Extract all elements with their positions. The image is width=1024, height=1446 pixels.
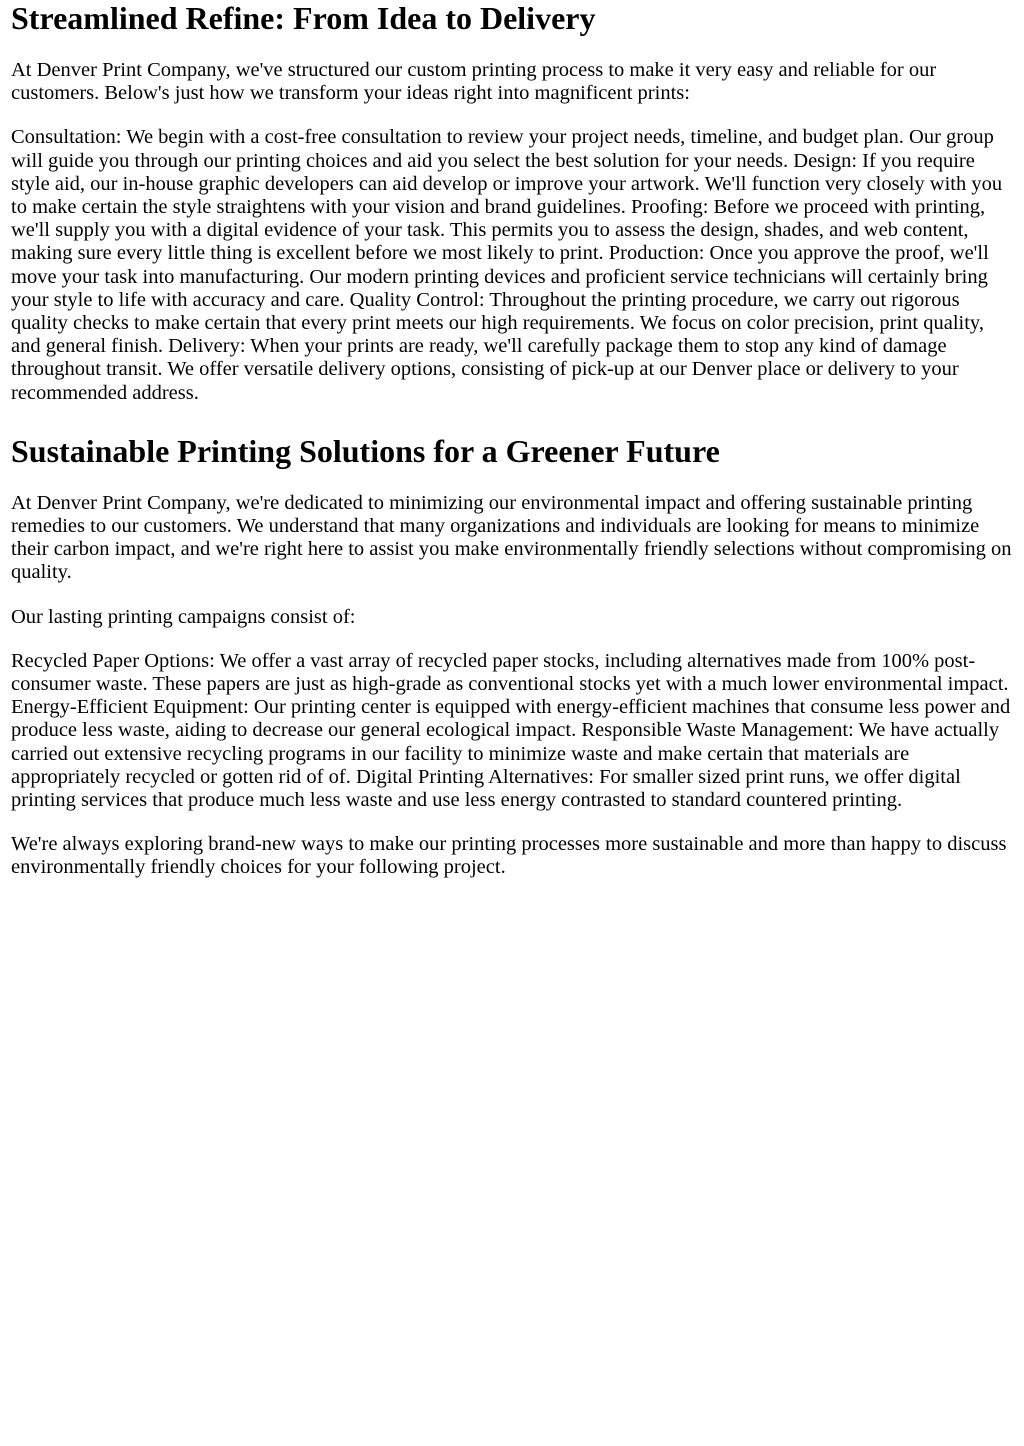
article (11, 0, 1014, 880)
sustainability-intro-paragraph: At Denver Print Company, we're dedicated to minimizing our environmental impact and offering sustainable printing remedies to our customers. We understand that many organizations and individuals are looking for means to minimize their carbon impact, and we're right here to assist you make environmentally friendly selections without compromising on quality. (11, 491, 1012, 584)
campaigns-list-paragraph: Recycled Paper Options: We offer a vast array of recycled paper stocks, including alternatives made from 100% post-consumer waste. These papers are just as high-grade as conventional stocks yet with a much lower environmental impact. Energy-Efficient Equipment: Our printing center is equipped with energy-efficient machines that consume less power and produce less waste, aiding to decrease our general ecological impact. Responsible Waste Management: We have actually carried out extensive recycling programs in our facility to minimize waste and make certain that materials are appropriately recycled or gotten rid of of. Digital Printing Alternatives: For smaller sized print runs, we offer digital printing services that produce much less waste and use less energy contrasted to standard countered printing. (11, 649, 1011, 812)
closing-paragraph: We're always exploring brand-new ways to make our printing processes more sustainable and more than happy to discuss environmentally friendly choices for your following project. (11, 833, 1007, 879)
process-intro-paragraph: At Denver Print Company, we've structured our custom printing process to make it very easy and reliable for our customers. Below's just how we transform your ideas right into magnificent prints: (11, 59, 937, 105)
process-steps-paragraph: Consultation: We begin with a cost-free consultation to review your project needs, timeline, and budget plan. Our group will guide you through our printing choices and aid you select the best solution for your needs. Design: If you require style aid, our in-house graphic developers can aid develop or improve your artwork. We'll function very closely with you to make certain the style straightens with your vision and brand guidelines. Proofing: Before we proceed with printing, we'll supply you with a digital evidence of your task. This permits you to assess the design, shades, and web content, making sure every little thing is excellent before we most likely to print. Production: Once you approve the proof, we'll move your task into manufacturing. Our modern printing devices and proficient service technicians will certainly bring your style to life with accuracy and care. Quality Control: Throughout the printing procedure, we carry out rigorous quality checks to make certain that every print meets our high requirements. We focus on color precision, print quality, and general finish. Delivery: When your prints are ready, we'll carefully package them to stop any kind of damage throughout transit. We offer versatile delivery options, consisting of pick-up at our Denver place or delivery to your recommended address. (11, 126, 1003, 404)
section-title-sustainability: Sustainable Printing Solutions for a Greener Future (11, 432, 720, 469)
campaigns-lead-in-paragraph: Our lasting printing campaigns consist of: (11, 605, 356, 628)
section-title-process: Streamlined Refine: From Idea to Delivery (11, 0, 596, 36)
